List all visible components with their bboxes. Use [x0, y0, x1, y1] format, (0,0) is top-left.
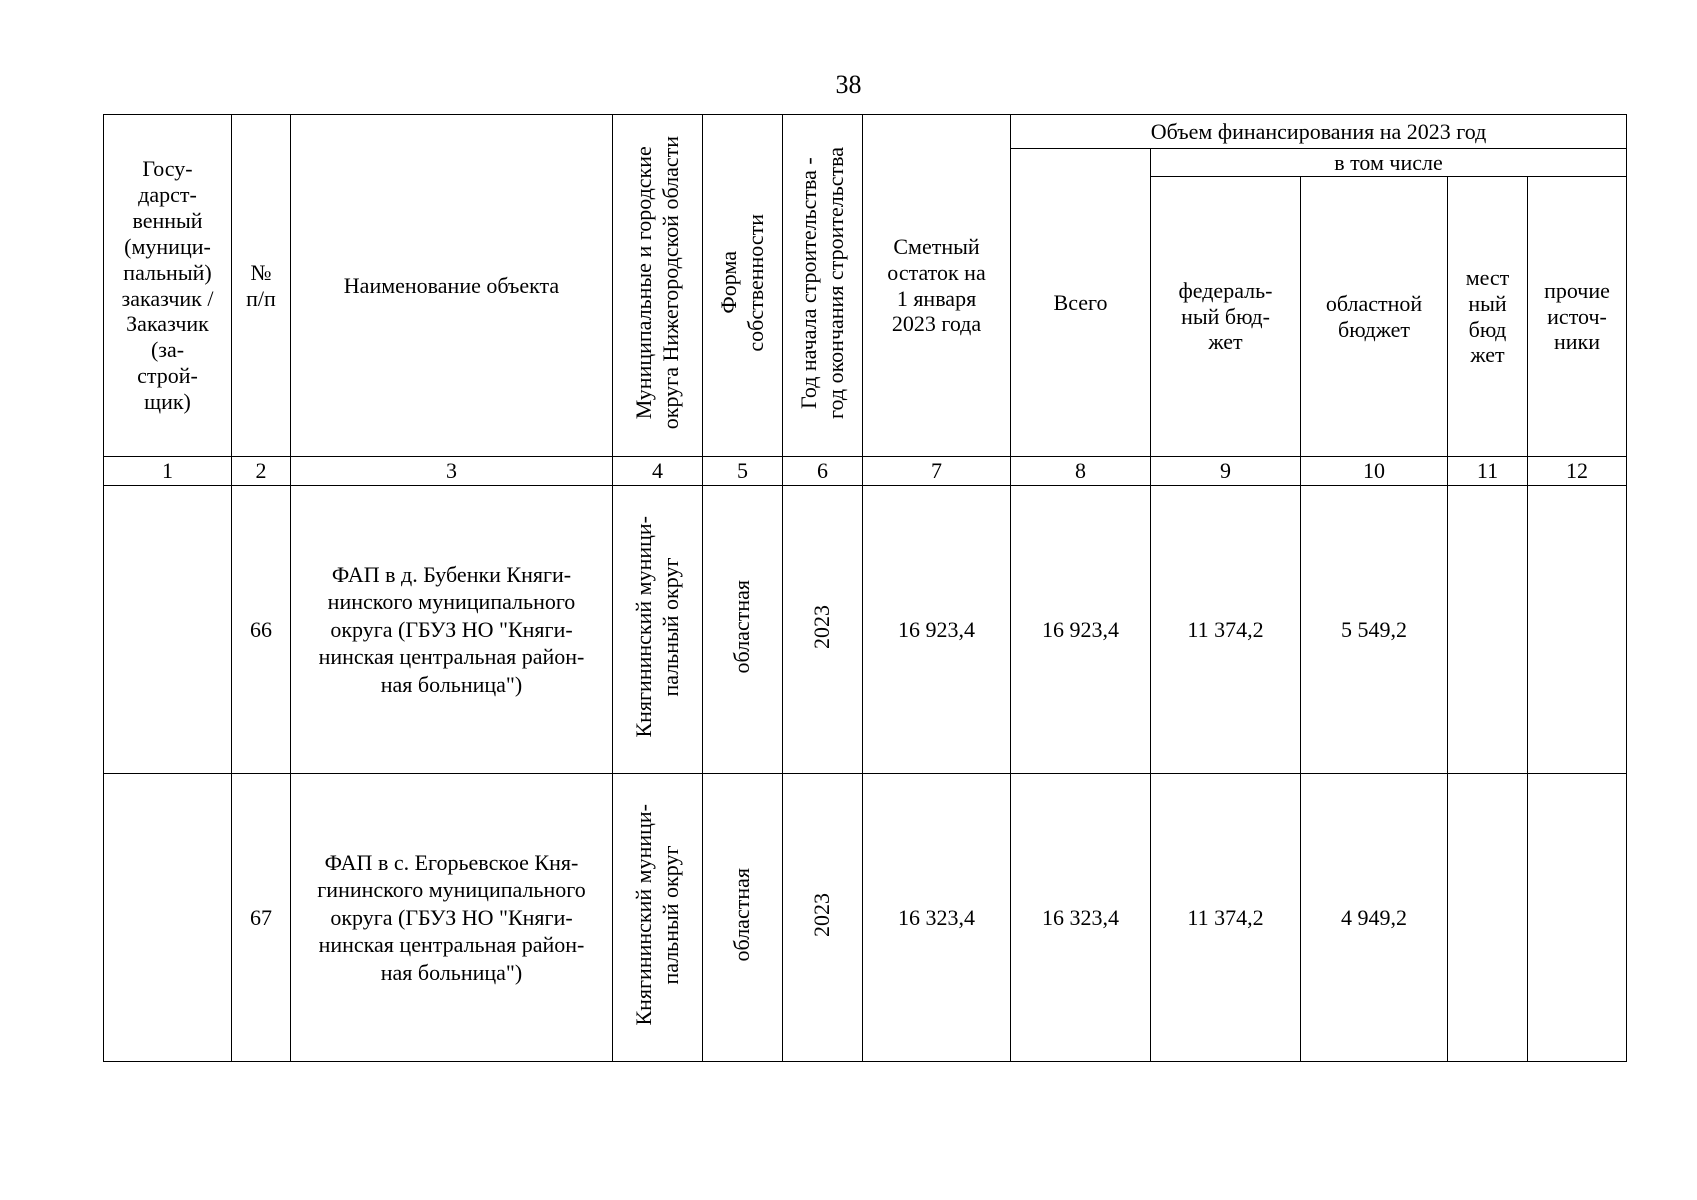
cell-estimated-balance: 16 923,4	[863, 486, 1011, 774]
cell-number: 66	[232, 486, 291, 774]
header-estimated-balance: Сметный остаток на 1 января 2023 года	[863, 115, 1011, 457]
column-number: 8	[1011, 457, 1151, 486]
cell-total: 16 923,4	[1011, 486, 1151, 774]
header-including: в том числе	[1151, 149, 1627, 177]
cell-object-name: ФАП в с. Егорьевское Кня- гининского муниципального округа (ГБУЗ НО "Княги- нинская центральная район- ная больница")	[291, 774, 613, 1062]
header-object-name: Наименование объекта	[291, 115, 613, 457]
column-number: 11	[1448, 457, 1528, 486]
column-number: 4	[613, 457, 703, 486]
header-customer: Госу- дарст- венный (муници- пальный) заказчик / Заказчик (за- строй- щик)	[104, 115, 232, 457]
cell-regional-budget: 4 949,2	[1301, 774, 1448, 1062]
cell-years: 2023	[783, 774, 863, 1062]
column-number: 10	[1301, 457, 1448, 486]
cell-customer	[104, 774, 232, 1062]
cell-other-sources	[1528, 486, 1627, 774]
header-other-sources: прочие источ- ники	[1528, 177, 1627, 457]
column-number: 5	[703, 457, 783, 486]
header-ownership: Форма собственности	[703, 115, 783, 457]
cell-customer	[104, 486, 232, 774]
cell-regional-budget: 5 549,2	[1301, 486, 1448, 774]
cell-object-name: ФАП в д. Бубенки Княги- нинского муниципального округа (ГБУЗ НО "Княги- нинская центральная район- ная больница")	[291, 486, 613, 774]
cell-municipality: Княгининский муници- пальный округ	[613, 486, 703, 774]
page-number: 38	[835, 70, 862, 99]
cell-local-budget	[1448, 774, 1528, 1062]
column-number: 12	[1528, 457, 1627, 486]
column-number-row	[104, 457, 1627, 486]
cell-number: 67	[232, 774, 291, 1062]
header-federal-budget: федераль- ный бюд- жет	[1151, 177, 1301, 457]
column-number: 2	[232, 457, 291, 486]
table-row	[104, 486, 1627, 774]
header-funding-volume: Объем финансирования на 2023 год	[1011, 115, 1627, 149]
header-local-budget: мест ный бюд жет	[1448, 177, 1528, 457]
cell-ownership: областная	[703, 486, 783, 774]
column-number: 7	[863, 457, 1011, 486]
cell-estimated-balance: 16 323,4	[863, 774, 1011, 1062]
cell-total: 16 323,4	[1011, 774, 1151, 1062]
cell-federal-budget: 11 374,2	[1151, 486, 1301, 774]
cell-municipality: Княгининский муници- пальный округ	[613, 774, 703, 1062]
header-regional-budget: областной бюджет	[1301, 177, 1448, 457]
header-municipality: Муниципальные и городские округа Нижегородской области	[613, 115, 703, 457]
cell-federal-budget: 11 374,2	[1151, 774, 1301, 1062]
header-years: Год начала строительства - год окончания строительства	[783, 115, 863, 457]
cell-local-budget	[1448, 486, 1528, 774]
column-number: 9	[1151, 457, 1301, 486]
column-number: 1	[104, 457, 232, 486]
column-number: 3	[291, 457, 613, 486]
table-row	[104, 774, 1627, 1062]
header-number: № п/п	[232, 115, 291, 457]
header-total: Всего	[1011, 149, 1151, 457]
column-number: 6	[783, 457, 863, 486]
cell-years: 2023	[783, 486, 863, 774]
funding-table	[103, 114, 1627, 1062]
cell-ownership: областная	[703, 774, 783, 1062]
cell-other-sources	[1528, 774, 1627, 1062]
header-row-top	[104, 115, 1627, 149]
